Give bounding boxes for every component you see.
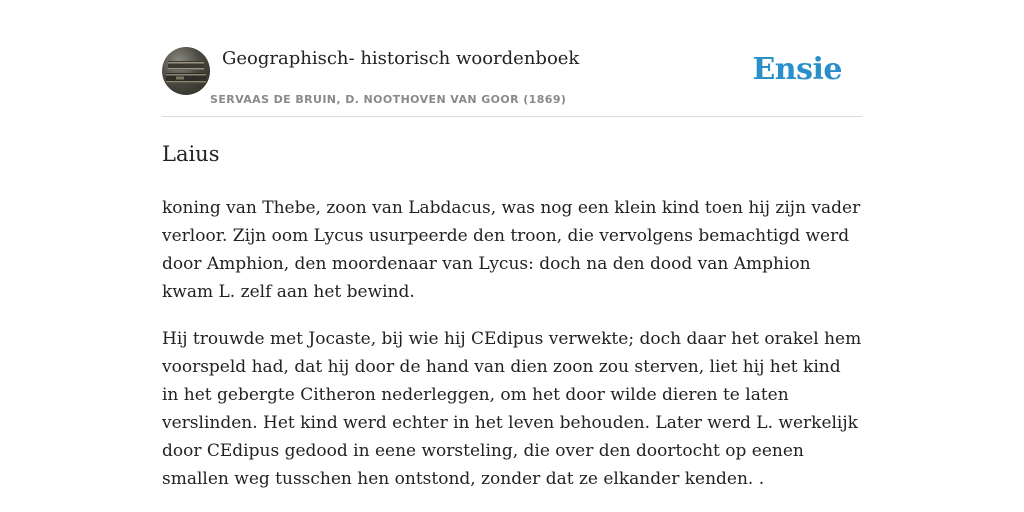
book-author: SERVAAS DE BRUIN, D. NOOTHOVEN VAN GOOR (1869) xyxy=(210,93,567,106)
book-title[interactable]: Geographisch- historisch woordenboek xyxy=(222,48,580,69)
entry-body xyxy=(162,194,862,493)
entry-title: Laius xyxy=(162,142,220,166)
book-cover-avatar[interactable] xyxy=(162,47,210,95)
entry-paragraph: koning van Thebe, zoon van Labdacus, was nog een klein kind toen hij zijn vader verloor. Zijn oom Lycus usurpeerde den troon, die vervolgens bemachtigd werd door Amphion, den moordenaar van Lycus: doch na den dood van Amphion kwam L. zelf aan het bewind. xyxy=(162,198,861,302)
book-header xyxy=(162,46,862,117)
book-spines-icon xyxy=(162,47,210,95)
ensie-logo-link[interactable]: Ensie xyxy=(752,52,842,87)
entry-paragraph: Hij trouwde met Jocaste, bij wie hij CEdipus verwekte; doch daar het orakel hem voorspeld had, dat hij door de hand van dien zoon zou sterven, liet hij het kind in het gebergte Citheron nederleggen, om het door wilde dieren te laten verslinden. Het kind werd echter in het leven behouden. Later werd L. werkelijk door CEdipus gedood in eene worsteling, die over den doortocht op eenen smallen weg tusschen hen ontstond, zonder dat ze elkander kenden. . xyxy=(162,329,862,489)
entry-article xyxy=(162,138,862,512)
